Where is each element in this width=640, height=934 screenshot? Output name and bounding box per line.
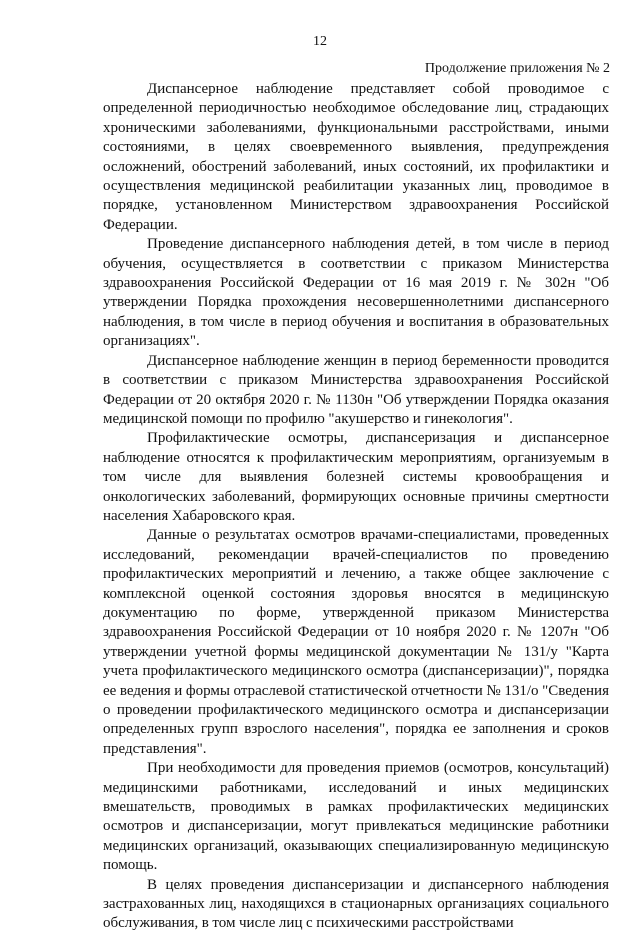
paragraph-pregnancy-observation: Диспансерное наблюдение женщин в период беременности проводится в соответствии с приказом Министерства здравоохранения Российской Федерации от 20 октября 2020 г. № 1130н "Об утверждении Порядка оказания медицинской помощи по профилю "акушерство и гинекология".: [103, 352, 609, 427]
paragraph-dispensary-definition: Диспансерное наблюдение представляет собой проводимое с определенной периодичностью необходимое обследование лиц, страдающих хроническими заболеваниями, функциональными расстройствами, иными состояниями, в целях своевременного выявления, предупреждения осложнений, обострений заболеваний, иных состояний, их профилактики и осуществления медицинской реабилитации указанных лиц, проводимое в порядке, установленном Министерством здравоохранения Российской Федерации.: [103, 81, 609, 233]
document-body: [103, 80, 609, 934]
paragraph-social-institutions: В целях проведения диспансеризации и диспансерного наблюдения застрахованных лиц, находящихся в стационарных организациях социального обслуживания, в том числе лиц с психическими расстройствами: [103, 876, 609, 932]
paragraph-children-observation: Проведение диспансерного наблюдения детей, в том числе в период обучения, осуществляется в соответствии с приказом Министерства здравоохранения Российской Федерации от 16 мая 2019 г. № 302н "Об утверждении Порядка прохождения несовершеннолетними диспансерного наблюдения, в том числе в период обучения и воспитания в образовательных организациях".: [103, 236, 609, 350]
paragraph-preventive-measures: Профилактические осмотры, диспансеризация и диспансерное наблюдение относятся к профилактическим мероприятиям, организуемым в том числе для выявления болезней системы кровообращения и онкологических заболеваний, формирующих основные причины смертности населения Хабаровского края.: [103, 430, 609, 524]
page-number: 12: [313, 34, 327, 49]
paragraph-specialists-involvement: При необходимости для проведения приемов (осмотров, консультаций) медицинскими работниками, исследований и иных медицинских вмешательств, проводимых в рамках профилактических медицинских осмотров и диспансеризации, могут привлекаться медицинские работники медицинских организаций, оказывающих специализированную медицинскую помощь.: [103, 760, 609, 874]
paragraph-examination-results: Данные о результатах осмотров врачами-специалистами, проведенных исследований, рекомендации врачей-специалистов по проведению профилактических мероприятий и лечению, а также общее заключение с комплексной оценкой состояния здоровья вносятся в медицинскую документацию по форме, утвержденной приказом Министерства здравоохранения Российской Федерации от 10 ноября 2020 г. № 1207н "Об утверждении учетной формы медицинской документации № 131/у "Карта учета профилактического медицинского осмотра (диспансеризации)", порядка ее ведения и формы отраслевой статистической отчетности № 131/о "Сведения о проведении профилактического медицинского осмотра и диспансеризации определенных групп взрослого населения", порядка ее заполнения и сроков представления".: [103, 527, 609, 757]
appendix-continuation-note: Продолжение приложения № 2: [424, 61, 610, 76]
